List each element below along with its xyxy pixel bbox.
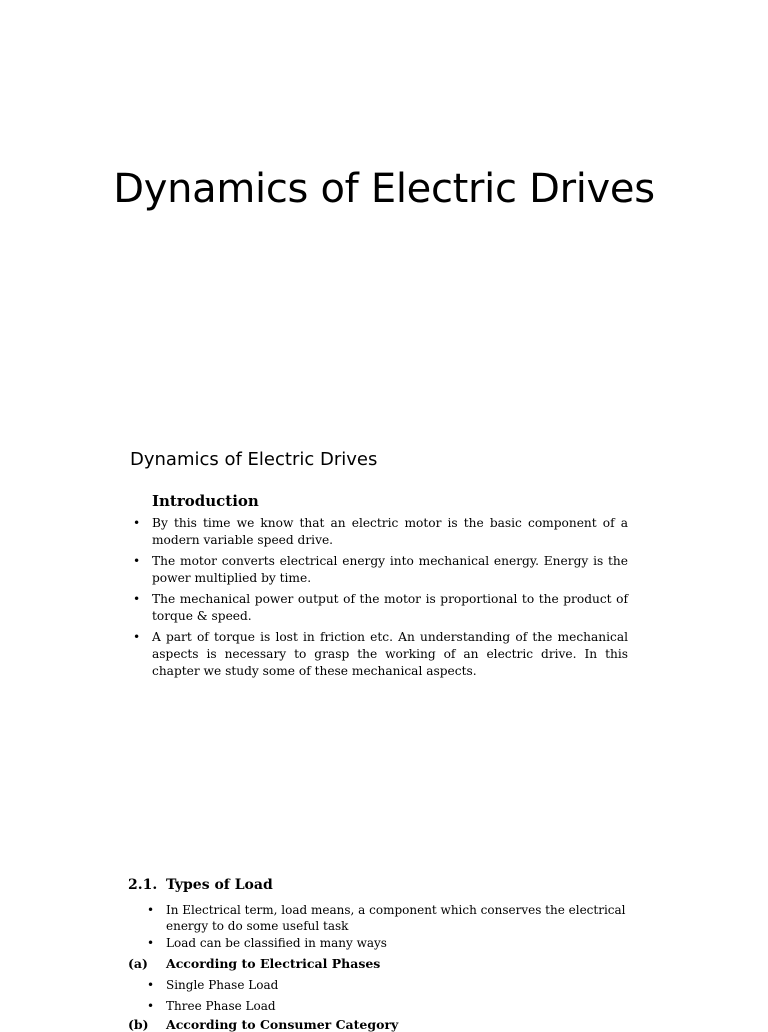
introduction-heading: Introduction — [152, 492, 259, 510]
bullet-icon: • — [133, 630, 141, 644]
bullet-icon: • — [133, 592, 141, 606]
list-item-text: The mechanical power output of the motor is proportional to the product of torque & speed. — [152, 592, 628, 623]
bullet-icon: • — [147, 978, 155, 992]
section-heading: Dynamics of Electric Drives — [130, 449, 378, 470]
subsection-label: (b) — [128, 1017, 149, 1032]
list-item — [133, 553, 628, 587]
list-item — [147, 977, 642, 993]
bullet-icon: • — [133, 516, 141, 530]
section-title: Types of Load — [166, 877, 273, 893]
subsection-b-heading — [128, 1017, 398, 1032]
introduction-bullet-list — [133, 515, 628, 684]
list-item — [133, 591, 628, 625]
list-item — [147, 902, 642, 934]
subsection-label: (a) — [128, 956, 148, 971]
list-item-text: A part of torque is lost in friction etc. An understanding of the mechanical aspects is necessary to grasp the working of an electric drive. In this chapter we study some of these mechanical aspects. — [152, 630, 628, 678]
list-item — [147, 935, 642, 951]
bullet-icon: • — [147, 936, 155, 950]
list-item-text: The motor converts electrical energy into mechanical energy. Energy is the power multiplied by time. — [152, 554, 628, 585]
bullet-icon: • — [147, 903, 155, 917]
list-item-text: In Electrical term, load means, a component which conserves the electrical energy to do some useful task — [166, 903, 626, 933]
subsection-title: According to Consumer Category — [166, 1017, 399, 1032]
subsection-a-heading — [128, 956, 380, 971]
types-of-load-heading — [128, 877, 273, 893]
types-of-load-bullet-list — [147, 902, 642, 952]
document-title: Dynamics of Electric Drives — [113, 166, 655, 212]
list-item-text: Three Phase Load — [166, 999, 276, 1013]
list-item-text: Single Phase Load — [166, 978, 279, 992]
section-number: 2.1. — [128, 877, 158, 893]
bullet-icon: • — [133, 554, 141, 568]
list-item — [133, 515, 628, 549]
list-item-text: By this time we know that an electric motor is the basic component of a modern variable speed drive. — [152, 516, 628, 547]
subsection-a-bullet-list — [147, 977, 642, 1015]
list-item-text: Load can be classified in many ways — [166, 936, 387, 950]
list-item — [147, 998, 642, 1014]
subsection-title: According to Electrical Phases — [166, 956, 381, 971]
bullet-icon: • — [147, 999, 155, 1013]
list-item — [133, 629, 628, 680]
